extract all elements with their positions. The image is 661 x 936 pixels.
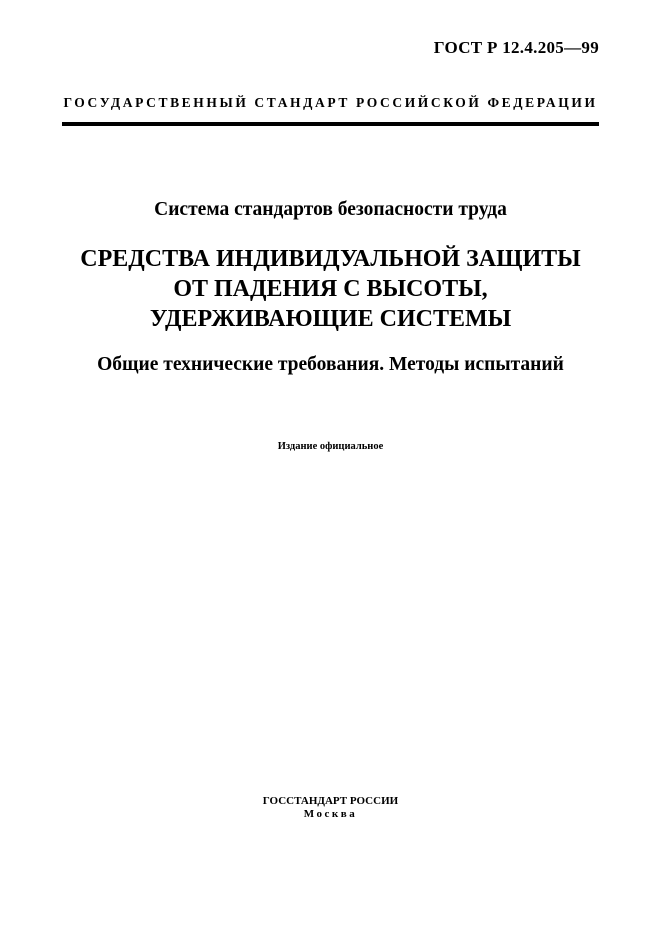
document-number: ГОСТ Р 12.4.205—99 bbox=[433, 38, 599, 57]
title-line-1: СРЕДСТВА ИНДИВИДУАЛЬНОЙ ЗАЩИТЫ bbox=[80, 246, 581, 272]
document-title bbox=[0, 244, 661, 334]
organization-header: ГОСУДАРСТВЕННЫЙ СТАНДАРТ РОССИЙСКОЙ ФЕДЕРАЦИИ bbox=[63, 95, 598, 110]
publisher-block bbox=[0, 795, 661, 821]
header-rule bbox=[62, 122, 599, 126]
publisher-name: ГОССТАНДАРТ РОССИИ bbox=[262, 795, 399, 807]
series-title: Система стандартов безопасности труда bbox=[154, 199, 507, 220]
title-line-2: ОТ ПАДЕНИЯ С ВЫСОТЫ, bbox=[173, 276, 488, 302]
title-line-3: УДЕРЖИВАЮЩИЕ СИСТЕМЫ bbox=[149, 306, 512, 332]
publisher-city: Москва bbox=[303, 808, 358, 820]
edition-note: Издание официальное bbox=[277, 441, 384, 452]
document-subtitle: Общие технические требования. Методы испытаний bbox=[97, 354, 564, 375]
